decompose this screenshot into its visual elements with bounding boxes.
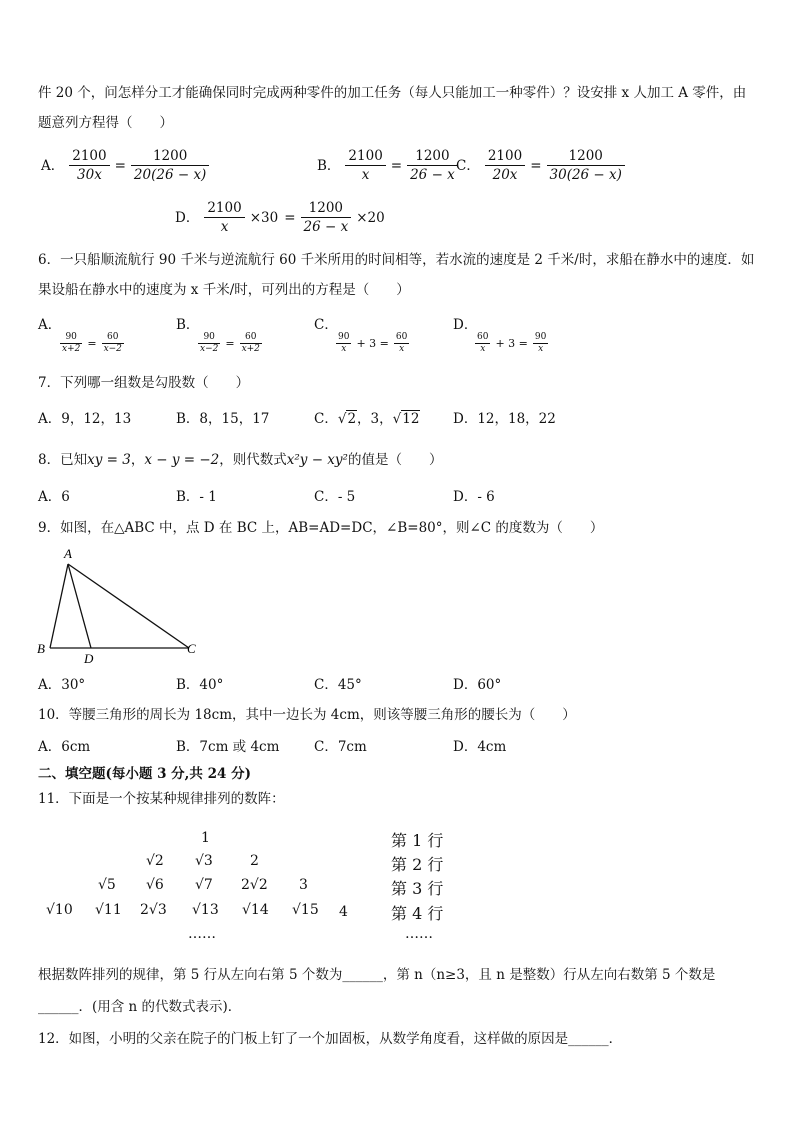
section-title-fill-in: 二、填空题(每小题 3 分,共 24 分) [38, 766, 251, 782]
array-cell: 4 [339, 904, 348, 920]
array-cell: √3 [195, 853, 213, 869]
q7-option-c[interactable]: C．√2，3，√12 [314, 411, 420, 427]
fraction: $\frac{1200}{20(26 - x)}$ [131, 147, 209, 184]
q6-option-b[interactable]: B． $\frac{90}{x-2}$ = $\frac{60}{x+2}$ [176, 316, 264, 355]
q7-option-a[interactable]: A．9，12，13 [38, 411, 132, 427]
q11-stem: 11．下面是一个按某种规律排列的数阵： [38, 791, 285, 807]
array-cell: √11 [95, 902, 122, 918]
array-cell: √15 [292, 902, 319, 918]
fraction: $\frac{60}{x+2}$ [241, 332, 260, 354]
fraction: $\frac{90}{x}$ [534, 332, 547, 354]
q7-option-b[interactable]: B．8，15，17 [176, 411, 270, 427]
q10-option-c[interactable]: C．7cm [314, 739, 367, 755]
q6-stem-line1: 6．一只船顺流航行 90 千米与逆流航行 60 千米所用的时间相等，若水流的速度是 2 千米/时，求船在静水中的速度．如 [38, 252, 755, 268]
q11-question-line1: 根据数阵排列的规律，第 5 行从左向右第 5 个数为______，第 n（n≥3，且 n 是整数）行从左向右数第 5 个数是 [38, 967, 716, 983]
fraction: $\frac{2100}{20x}$ [485, 147, 525, 184]
q8-option-a[interactable]: A．6 [38, 489, 70, 505]
q5-option-c[interactable]: C． $\frac{2100}{20x}$ = $\frac{1200}{30(26 - x)}$ [453, 147, 627, 184]
q6-option-a[interactable]: A． $\frac{90}{x+2}$ = $\frac{60}{x-2}$ [38, 316, 126, 355]
q11-question-line2: ______．(用含 n 的代数式表示)． [38, 999, 242, 1015]
array-cell: 2√3 [140, 902, 167, 918]
vertex-label-c: C [187, 641, 196, 656]
q8-option-b[interactable]: B．- 1 [176, 489, 217, 505]
vertex-label-d: D [84, 651, 94, 666]
array-cell: 2√2 [241, 877, 268, 893]
array-cell: 1 [201, 830, 210, 846]
fraction: $\frac{1200}{30(26 - x)}$ [547, 147, 625, 184]
array-cell: √7 [195, 877, 213, 893]
q10-option-d[interactable]: D．4cm [453, 739, 507, 755]
fraction: $\frac{90}{x}$ [338, 332, 350, 354]
q6-option-d[interactable]: D． $\frac{60}{x}$ + 3 = $\frac{90}{x}$ [453, 316, 550, 355]
vertex-label-a: A [64, 546, 72, 561]
sqrt-symbol: √12 [392, 411, 420, 427]
option-label: A． [41, 157, 65, 174]
option-label: C． [456, 157, 480, 174]
array-cell: √5 [98, 877, 116, 893]
option-label: A． [38, 317, 62, 333]
array-cell: √14 [242, 902, 269, 918]
option-label: B． [176, 317, 200, 333]
array-cell: √6 [146, 877, 164, 893]
q9-stem: 9．如图，在△ABC 中，点 D 在 BC 上，AB=AD=DC，∠B=80°，则∠C 的度数为（ ） [38, 520, 604, 536]
q9-option-b[interactable]: B．40° [176, 677, 224, 693]
option-label: D． [453, 317, 478, 333]
row-label: 第 1 行 [391, 831, 444, 850]
q6-stem-line2: 果设船在静水中的速度为 x 千米/时，可列出的方程是（ ） [38, 282, 410, 298]
sqrt-symbol: √2 [337, 411, 357, 427]
q8-option-c[interactable]: C．- 5 [314, 489, 356, 505]
q5-option-d[interactable]: D． $\frac{2100}{x}$ ×30 = $\frac{1200}{26 - x}$ ×20 [172, 199, 388, 236]
array-dots: …… [188, 926, 216, 942]
q9-option-d[interactable]: D．60° [453, 677, 502, 693]
array-cell: √10 [46, 902, 73, 918]
q5-option-b[interactable]: B． $\frac{2100}{x}$ = $\frac{1200}{26 - x}$ [314, 147, 460, 184]
array-cell: 2 [250, 853, 259, 869]
fraction: $\frac{90}{x+2}$ [62, 332, 81, 354]
q10-option-a[interactable]: A．6cm [38, 739, 91, 755]
fraction: $\frac{1200}{26 - x}$ [407, 147, 458, 184]
q10-option-b[interactable]: B．7cm 或 4cm [176, 739, 280, 755]
array-cell: √13 [192, 902, 219, 918]
q8-option-d[interactable]: D．- 6 [453, 489, 495, 505]
triangle-figure [34, 544, 204, 666]
array-cell: 3 [299, 877, 308, 893]
q5-option-a[interactable]: A． $\frac{2100}{30x}$ = $\frac{1200}{20(26 - x)}$ [38, 147, 211, 184]
fraction: $\frac{2100}{x}$ [204, 199, 244, 236]
fraction: $\frac{2100}{30x}$ [69, 147, 109, 184]
option-label: C． [314, 317, 338, 333]
q8-stem: 8．已知xy = 3，x − y = −2，则代数式x²y − xy²的值是（ ） [38, 452, 443, 468]
fraction: $\frac{60}{x-2}$ [103, 332, 122, 354]
q9-option-c[interactable]: C．45° [314, 677, 362, 693]
row-label-dots: …… [405, 926, 433, 942]
row-label: 第 3 行 [391, 879, 444, 898]
vertex-label-b: B [37, 641, 45, 656]
q10-stem: 10．等腰三角形的周长为 18cm，其中一边长为 4cm，则该等腰三角形的腰长为（ ） [38, 707, 576, 723]
q12-stem: 12．如图，小明的父亲在院子的门板上钉了一个加固板，从数学角度看，这样做的原因是______． [38, 1031, 623, 1047]
fraction: $\frac{2100}{x}$ [345, 147, 385, 184]
fraction: $\frac{1200}{26 - x}$ [301, 199, 352, 236]
q6-option-c[interactable]: C． $\frac{90}{x}$ + 3 = $\frac{60}{x}$ [314, 316, 411, 355]
q7-stem: 7．下列哪一组数是勾股数（ ） [38, 375, 250, 391]
row-label: 第 4 行 [391, 904, 444, 923]
q9-option-a[interactable]: A．30° [38, 677, 86, 693]
q5-stem-line1: 件 20 个，问怎样分工才能确保同时完成两种零件的加工任务（每人只能加工一种零件）？设安排 x 人加工 A 零件，由 [38, 85, 747, 101]
row-label: 第 2 行 [391, 855, 444, 874]
fraction: $\frac{90}{x-2}$ [200, 332, 219, 354]
fraction: $\frac{60}{x}$ [477, 332, 489, 354]
option-label: B． [317, 157, 341, 174]
option-label: D． [175, 209, 200, 226]
array-cell: √2 [146, 853, 164, 869]
q5-stem-line2: 题意列方程得（ ） [38, 115, 173, 131]
q7-option-d[interactable]: D．12，18，22 [453, 411, 556, 427]
fraction: $\frac{60}{x}$ [395, 332, 408, 354]
